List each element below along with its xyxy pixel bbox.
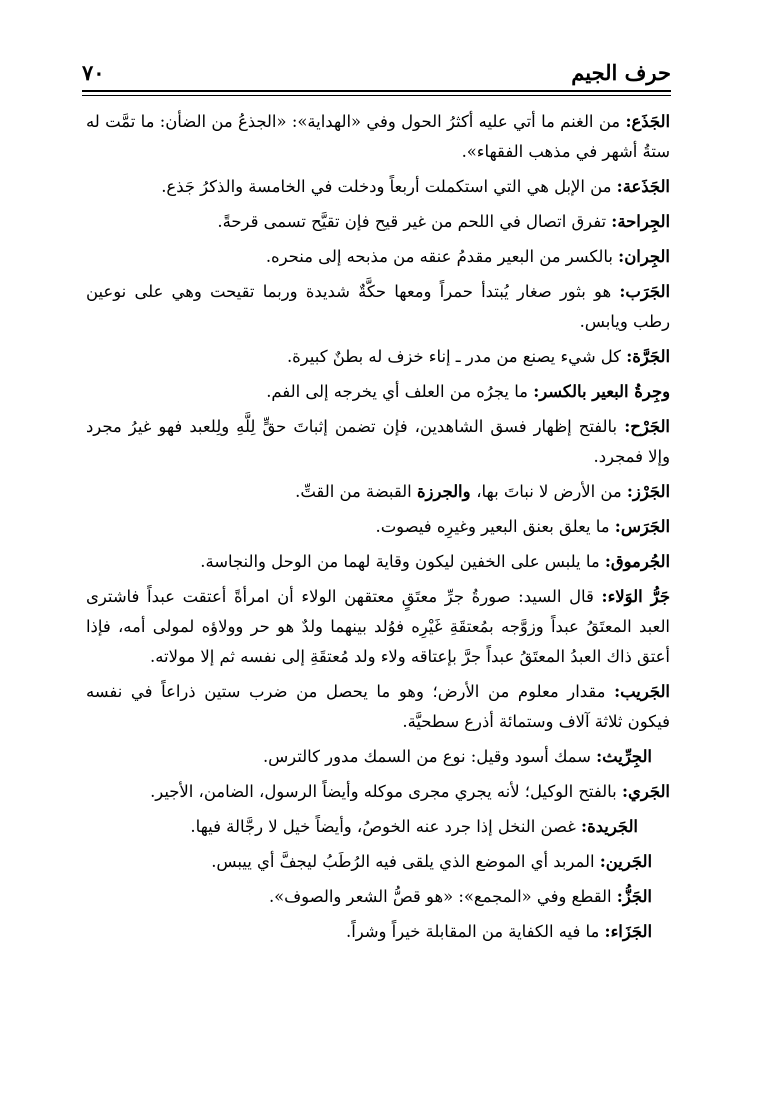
- entry-text: القطع وفي «المجمع»: «هو قصُّ الشعر والصوف».: [268, 887, 617, 906]
- entry-jadha: [86, 107, 670, 167]
- entry-jiraha: [86, 207, 670, 237]
- header-rule-thick: [82, 90, 671, 92]
- header-rule-thin: [82, 95, 671, 96]
- entry-term-secondary: والجرزة: [416, 482, 477, 501]
- entry-text: المربد أي الموضع الذي يلقى فيه الرُطَبُ ليجفَّ أي ييبس.: [211, 852, 600, 871]
- entry-text: من الغنم ما أتي عليه أكثرُ الحول وفي «الهداية»: «الجذعُ من الضأن: ما تمَّت له ستةُ أشهر في مذهب الفقهاء».: [86, 112, 670, 161]
- entry-text: ما يعلق بعنق البعير وغيرِه فيصوت.: [375, 517, 615, 536]
- running-title: حرف الجيم: [571, 60, 671, 85]
- entry-term: الجَريب:: [614, 682, 670, 701]
- entry-jarz: [86, 477, 670, 507]
- entry-text: كل شيء يصنع من مدر ـ إناء خزف له بطنٌ كبيرة.: [286, 347, 627, 366]
- entry-text: ما فيه الكفاية من المقابلة خيراً وشراً.: [345, 922, 605, 941]
- entry-text: ما يلبس على الخفين ليكون وقاية لهما من الوحل والنجاسة.: [200, 552, 605, 571]
- entry-text: قال السيد: صورةُ جرِّ معتَقٍ معتقهن الولاء أن امرأةً أعتقت عبداً فاشترى العبد المعتَقُ عبداً وزوَّجه بمُعتقَةِ غَيْرِه فوُلد بينهما ولدٌ هو حر وولاؤه لمولى أمه، فإذا أعتق ذاك العبدُ المعتَقُ عبداً جرَّ بإعتاقه ولاء ولد مُعتقَةِ إلى نفسه ثم إلا مولاته.: [86, 587, 670, 666]
- entry-jazaa: [86, 917, 670, 947]
- entry-jarra: [86, 342, 670, 372]
- entry-jareen: [86, 847, 670, 877]
- entry-term: الجَرَس:: [614, 517, 670, 536]
- entry-jiran: [86, 242, 670, 272]
- entry-term: الجَرَب:: [619, 282, 670, 301]
- entry-jareeb: [86, 677, 670, 737]
- page-body: [86, 107, 670, 952]
- entry-text: مقدار معلوم من الأرض؛ وهو ما يحصل من ضرب ستين ذراعاً في نفسه فيكون ثلاثة آلاف وستمائة أذرع سطحيَّة.: [86, 682, 670, 731]
- entry-text-secondary: القبضة من القتِّ.: [295, 482, 417, 501]
- entry-term: الجِراحة:: [611, 212, 670, 231]
- entry-text: تفرق اتصال في اللحم من غير قيح فإن تقيَّح تسمى قرحةً.: [217, 212, 612, 231]
- entry-term: الجَري:: [621, 782, 670, 801]
- entry-jadhaa: [86, 172, 670, 202]
- entry-term: جَرُّ الوَلاء:: [601, 587, 670, 606]
- entry-text: بالكسر من البعير مقدمُ عنقه من مذبحه إلى منحره.: [265, 247, 619, 266]
- entry-text: ما يجرُه من العلف أي يخرجه إلى الفم.: [266, 382, 534, 401]
- entry-term: الجِران:: [618, 247, 670, 266]
- entry-text: سمك أسود وقيل: نوع من السمك مدور كالترس.: [262, 747, 597, 766]
- entry-term: الجَزُّ:: [616, 887, 652, 906]
- entry-jirrat-al-baeer: [86, 377, 670, 407]
- entry-jaras: [86, 512, 670, 542]
- entry-term: الجَزَاء:: [604, 922, 652, 941]
- entry-jari: [86, 777, 670, 807]
- entry-text: هو بثور صغار يُبتدأ حمراً ومعها حكَّةٌ شديدة وربما تقيحت وهي على نوعين رطب ويابس.: [86, 282, 670, 331]
- page-header: [82, 58, 671, 94]
- entry-term: الجَرين:: [599, 852, 652, 871]
- entry-jirreeth: [86, 742, 670, 772]
- entry-term: الجَذَع:: [625, 112, 670, 131]
- entry-term: وجِرةُ البعير بالكسر:: [533, 382, 670, 401]
- entry-text: من الإبل هي التي استكملت أربعاً ودخلت في الخامسة والذكرُ جَذع.: [161, 177, 617, 196]
- entry-jarab: [86, 277, 670, 337]
- entry-term: الجَرْح:: [624, 417, 670, 436]
- entry-jarh: [86, 412, 670, 472]
- entry-text: غصن النخل إذا جرد عنه الخوصُ، وأيضاً خيل لا رجَّالة فيها.: [190, 817, 582, 836]
- entry-text: من الأرض لا نباتَ بها،: [476, 482, 627, 501]
- entry-jurmuq: [86, 547, 670, 577]
- entry-jareeda: [86, 812, 670, 842]
- page-number: ٧٠: [82, 60, 105, 85]
- entry-text: بالفتح إظهار فسق الشاهدين، فإن تضمن إثباتَ حقٍّ لِلَّهِ ولِلعبد فهو غيرُ مجرد وإلا فمجرد.: [86, 417, 670, 466]
- entry-term: الجَرْز:: [626, 482, 670, 501]
- entry-text: بالفتح الوكيل؛ لأنه يجري مجرى موكله وأيضاً الرسول، الضامن، الأجير.: [150, 782, 622, 801]
- entry-term: الجَرَّة:: [626, 347, 670, 366]
- entry-term: الجَريدة:: [581, 817, 638, 836]
- entry-term: الجِرِّيث:: [596, 747, 652, 766]
- entry-jarr-al-walaa: [86, 582, 670, 672]
- entry-term: الجُرموق:: [604, 552, 670, 571]
- entry-jazz: [86, 882, 670, 912]
- entry-term: الجَذَعة:: [616, 177, 670, 196]
